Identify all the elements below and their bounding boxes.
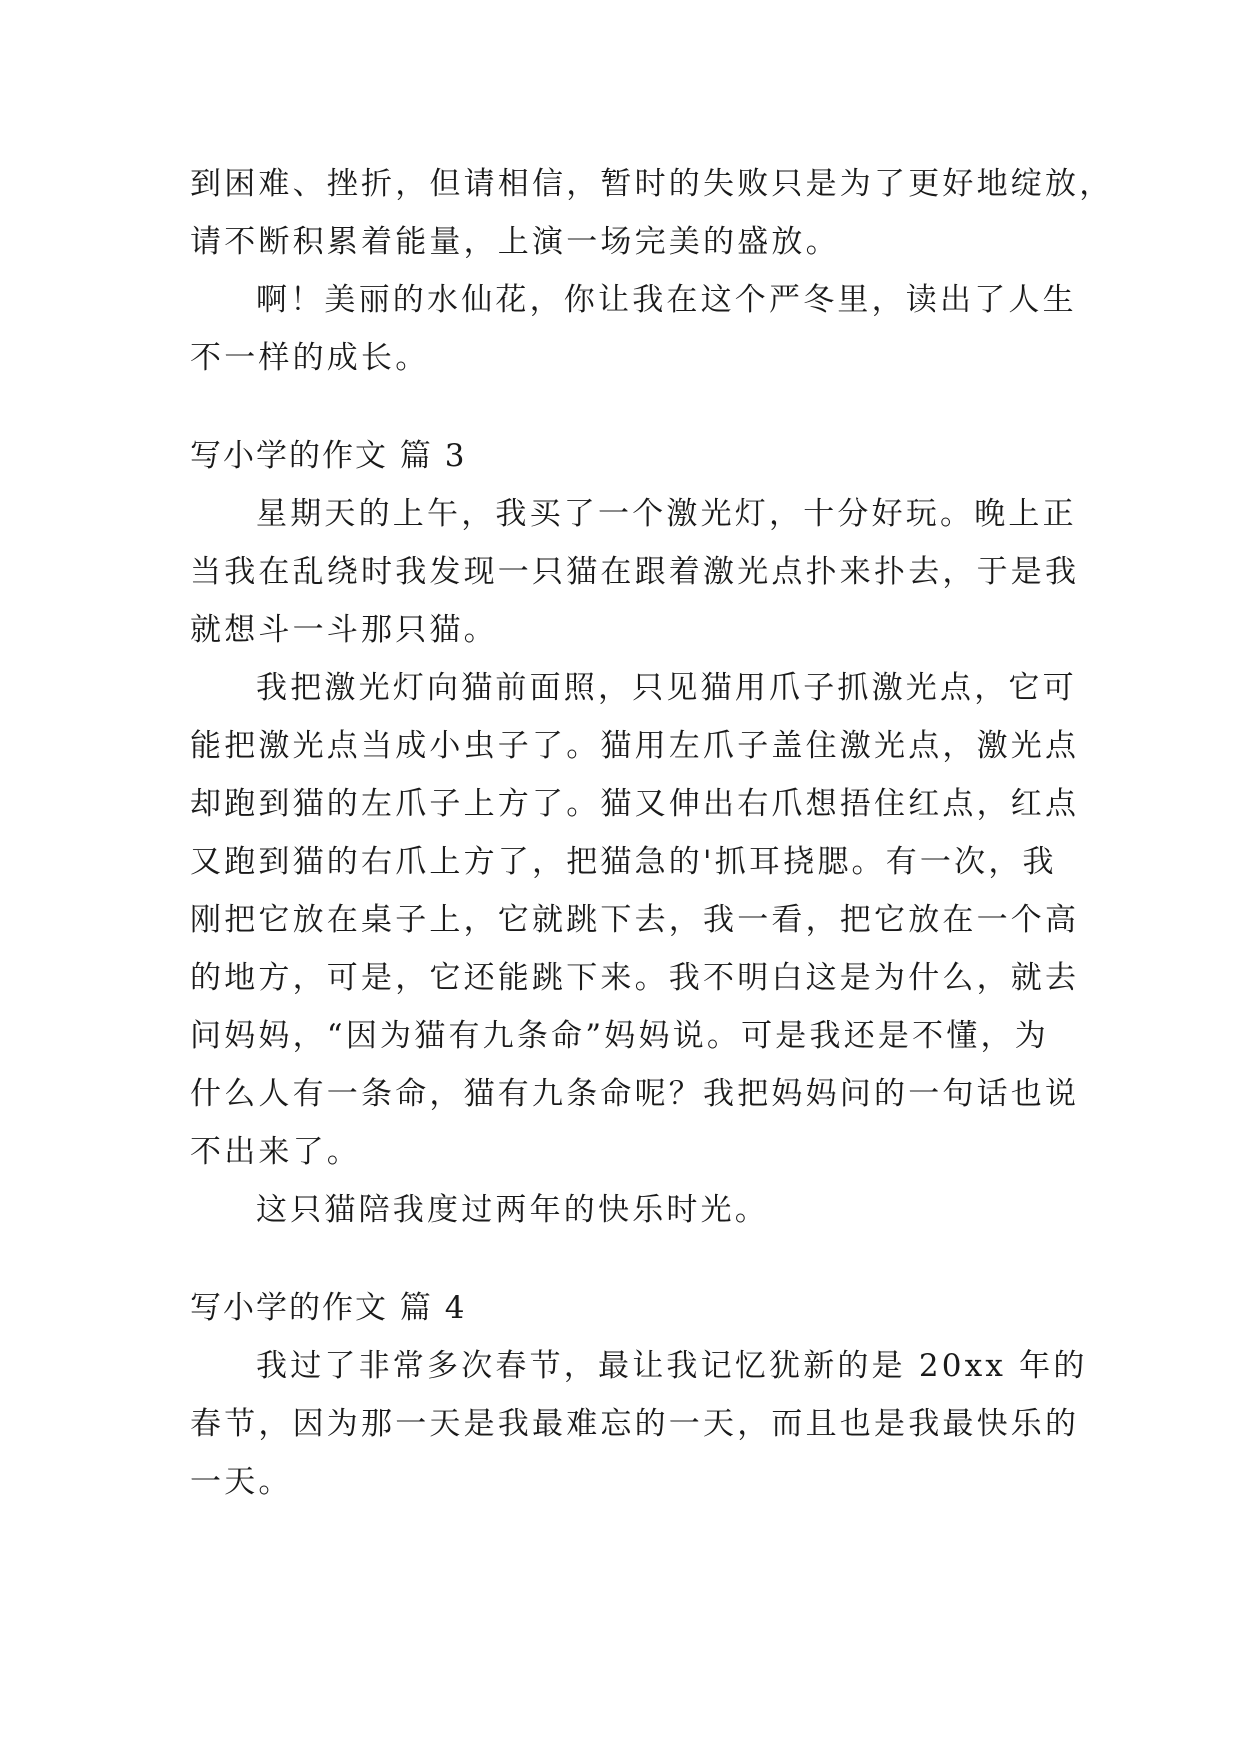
text-line: 这只猫陪我度过两年的快乐时光。	[256, 1192, 769, 1228]
text-line: 刚把它放在桌子上，它就跳下去，我一看，把它放在一个高	[190, 902, 1080, 938]
text-line: 的地方，可是，它还能跳下来。我不明白这是为什么，就去	[190, 960, 1080, 996]
document-page	[190, 155, 1114, 1511]
text-line: 就想斗一斗那只猫。	[190, 612, 498, 648]
section-gap	[190, 387, 1060, 427]
text-line: 不出来了。	[190, 1134, 361, 1170]
text-line: 我过了非常多次春节，最让我记忆犹新的是 20xx 年的	[256, 1348, 1088, 1384]
text-line: 星期天的上午，我买了一个激光灯，十分好玩。晚上正	[256, 496, 1077, 532]
paragraph	[190, 659, 1080, 1181]
paragraph	[190, 1337, 1088, 1511]
text-line: 能把激光点当成小虫子了。猫用左爪子盖住激光点，激光点	[190, 728, 1080, 764]
section-heading: 写小学的作文 篇 3	[190, 438, 467, 474]
section-heading: 写小学的作文 篇 4	[190, 1290, 467, 1326]
text-line: 当我在乱绕时我发现一只猫在跟着激光点扑来扑去，于是我	[190, 554, 1080, 590]
paragraph	[190, 155, 1114, 271]
text-line: 我把激光灯向猫前面照，只见猫用爪子抓激光点，它可	[256, 670, 1077, 706]
text-line: 不一样的成长。	[190, 340, 430, 376]
paragraph	[190, 271, 1077, 387]
text-line: 问妈妈，“因为猫有九条命”妈妈说。可是我还是不懂，为	[190, 1018, 1049, 1054]
paragraph	[190, 1181, 1060, 1239]
text-line: 春节，因为那一天是我最难忘的一天，而且也是我最快乐的	[190, 1406, 1080, 1442]
text-line: 却跑到猫的左爪子上方了。猫又伸出右爪想捂住红点，红点	[190, 786, 1080, 822]
text-line: 什么人有一条命，猫有九条命呢？我把妈妈问的一句话也说	[190, 1076, 1080, 1112]
text-line: 又跑到猫的右爪上方了，把猫急的'抓耳挠腮。有一次，我	[190, 844, 1057, 880]
paragraph	[190, 485, 1080, 659]
text-line: 请不断积累着能量，上演一场完美的盛放。	[190, 224, 840, 260]
text-line: 一天。	[190, 1464, 293, 1500]
section-gap	[190, 1239, 1060, 1279]
text-line: 到困难、挫折，但请相信，暂时的失败只是为了更好地绽放，	[190, 166, 1114, 202]
text-line: 啊！美丽的水仙花，你让我在这个严冬里，读出了人生	[256, 282, 1077, 318]
